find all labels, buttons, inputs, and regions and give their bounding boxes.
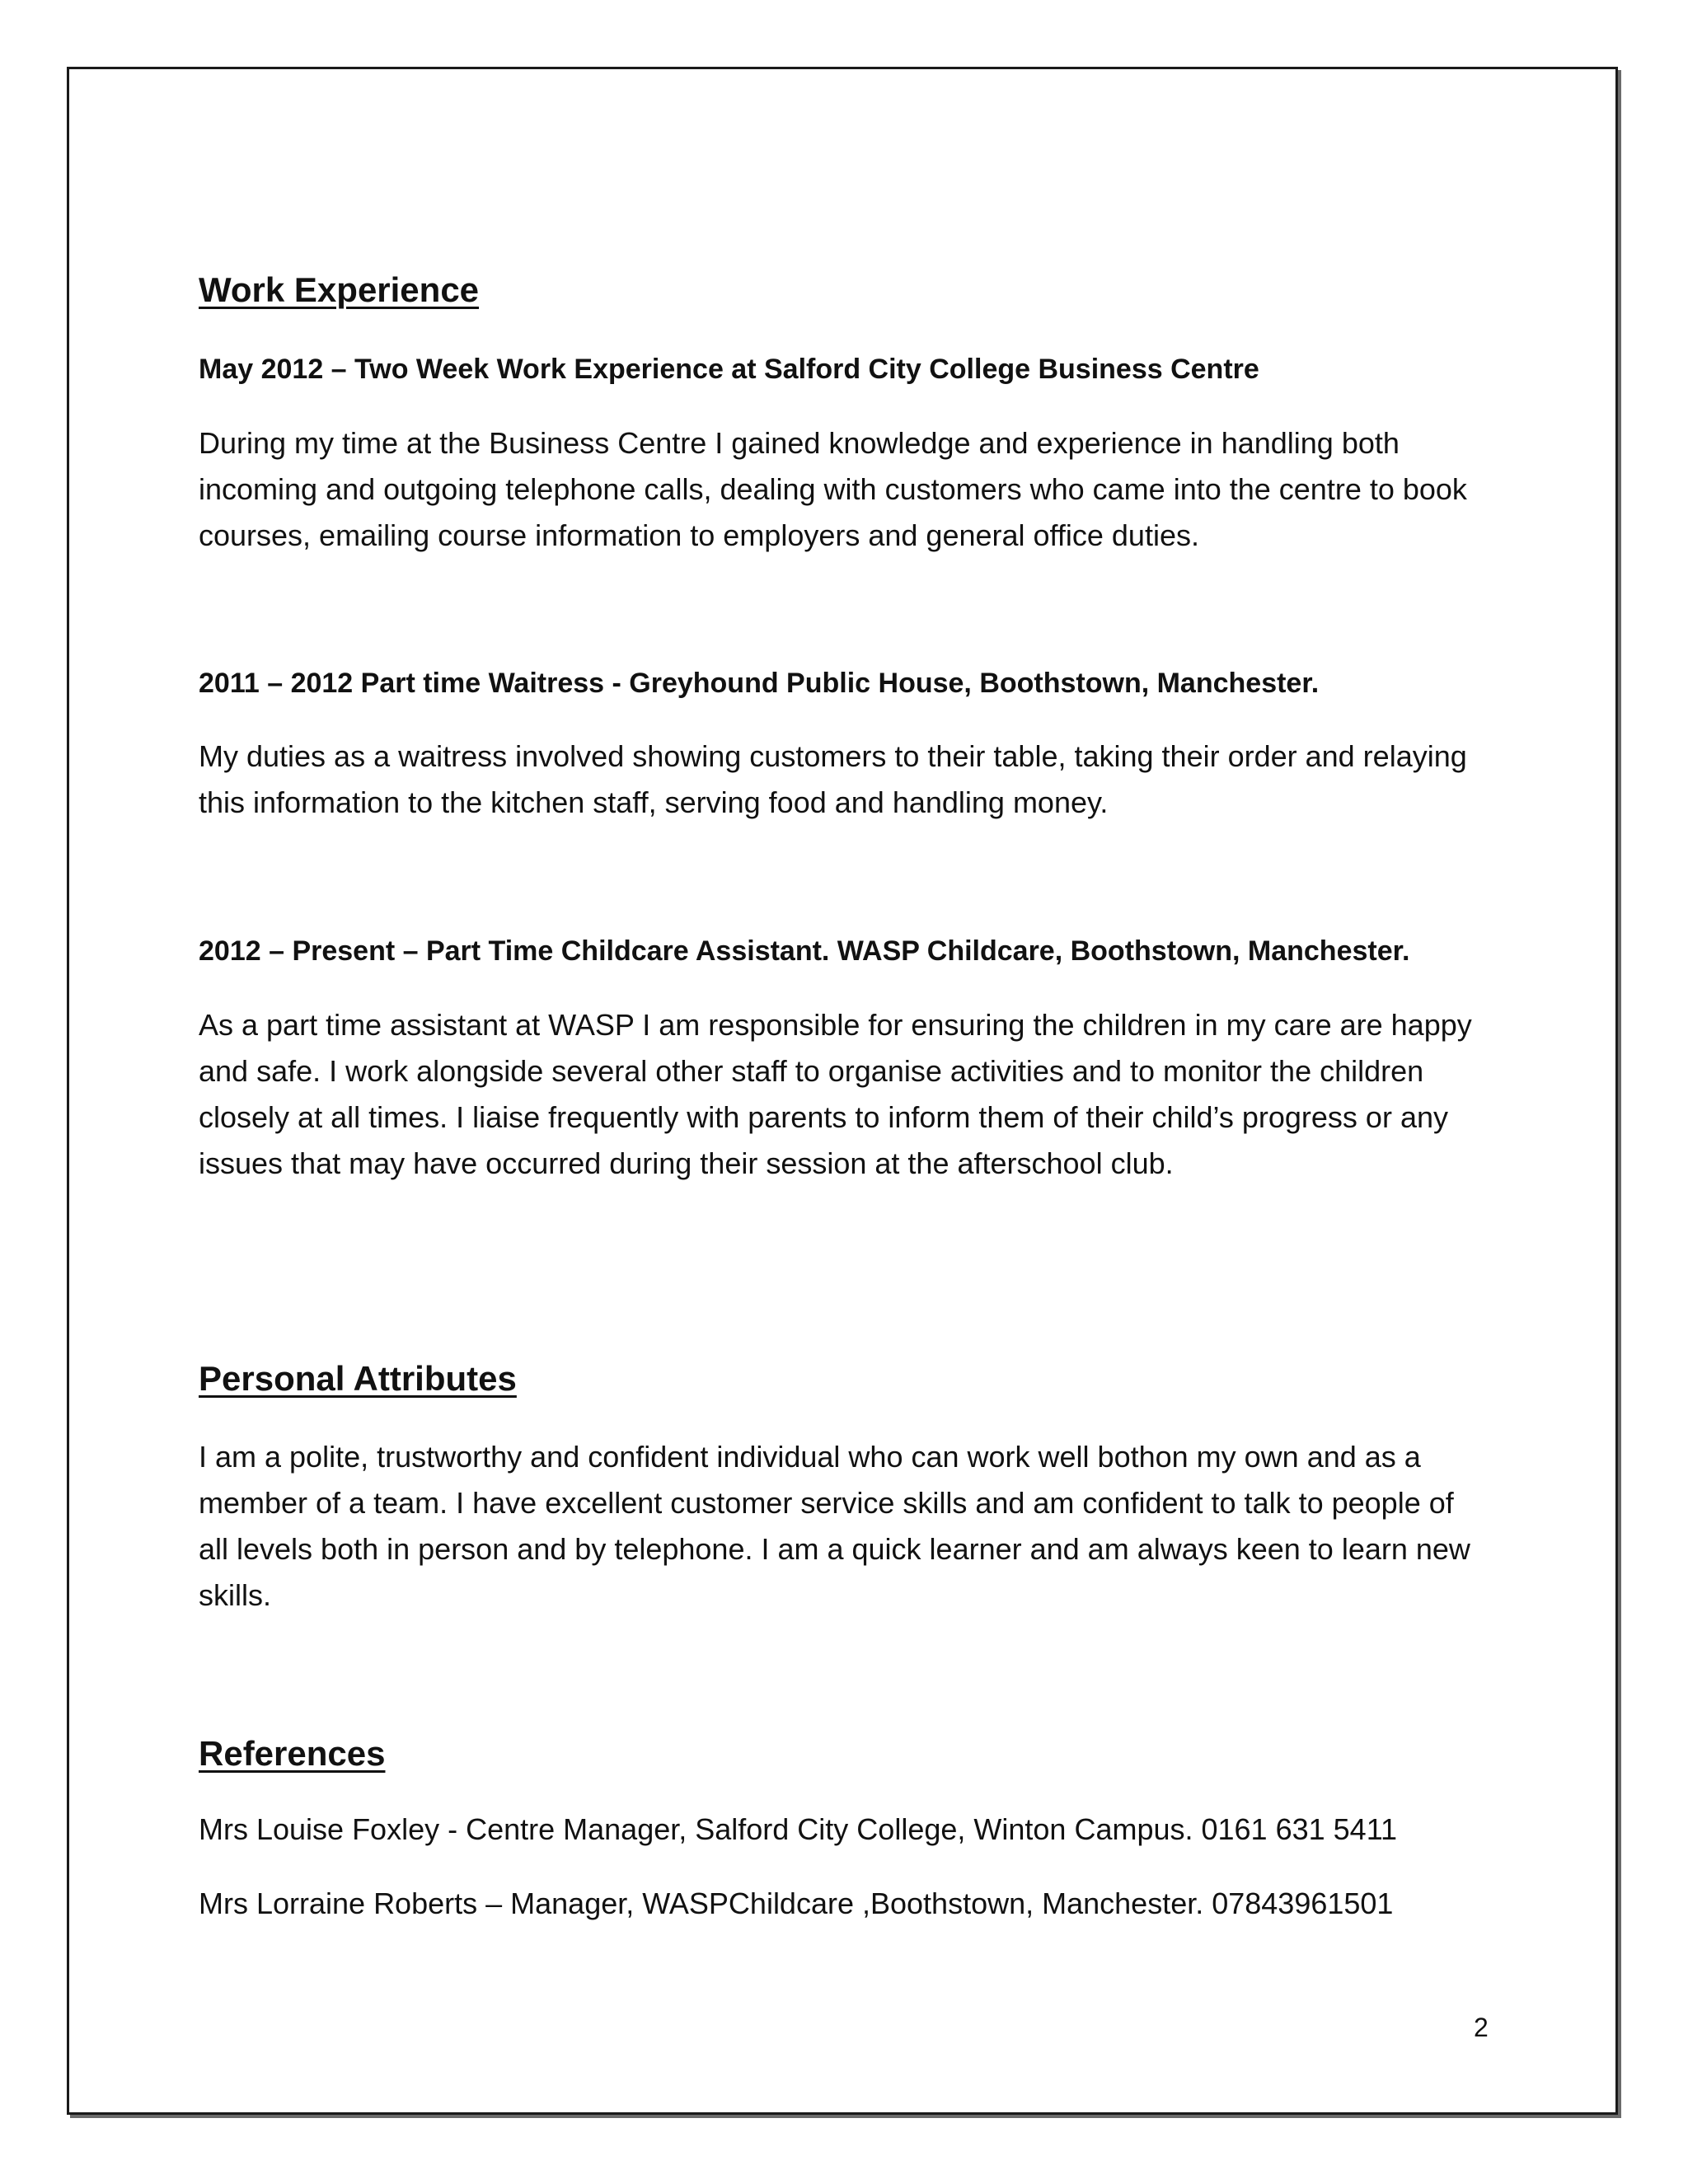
reference-item: Mrs Lorraine Roberts – Manager, WASPChildcare ,Boothstown, Manchester. 07843961501 bbox=[199, 1886, 1394, 1920]
references-heading: References bbox=[199, 1734, 386, 1773]
work-experience-heading: Work Experience bbox=[199, 270, 480, 309]
reference-item: Mrs Louise Foxley - Centre Manager, Salford City College, Winton Campus. 0161 631 5411 bbox=[199, 1812, 1398, 1846]
job-title-waitress: 2011 – 2012 Part time Waitress - Greyhound Public House, Boothstown, Manchester. bbox=[199, 668, 1320, 699]
job-title-childcare: 2012 – Present – Part Time Childcare Assistant. WASP Childcare, Boothstown, Manchester. bbox=[199, 935, 1410, 967]
page-number: 2 bbox=[1474, 2013, 1489, 2042]
personal-attributes-heading: Personal Attributes bbox=[199, 1359, 517, 1398]
personal-attributes-text: I am a polite, trustworthy and confident individual who can work well bothon my own and as a member of a team. I have excellent customer service skills and am confident to talk to people of all levels both in person and by telephone. I am a quick learner and am always keen to learn new skills. bbox=[199, 1440, 1470, 1612]
job-description-business-centre: During my time at the Business Centre I gained knowledge and experience in handling both incoming and outgoing telephone calls, dealing with customers who came into the centre to book courses, emailing course information to employers and general office duties. bbox=[199, 426, 1467, 552]
job-description-childcare: As a part time assistant at WASP I am responsible for ensuring the children in my care are happy and safe. I work alongside several other staff to organise activities and to monitor the children closely at all times. I liaise frequently with parents to inform them of their child’s progress or any issues that may have occurred during their session at the afterschool club. bbox=[199, 1008, 1472, 1180]
job-title-business-centre: May 2012 – Two Week Work Experience at Salford City College Business Centre bbox=[199, 354, 1259, 385]
job-description-waitress: My duties as a waitress involved showing customers to their table, taking their order and relaying this information to the kitchen staff, serving food and handling money. bbox=[199, 739, 1467, 819]
